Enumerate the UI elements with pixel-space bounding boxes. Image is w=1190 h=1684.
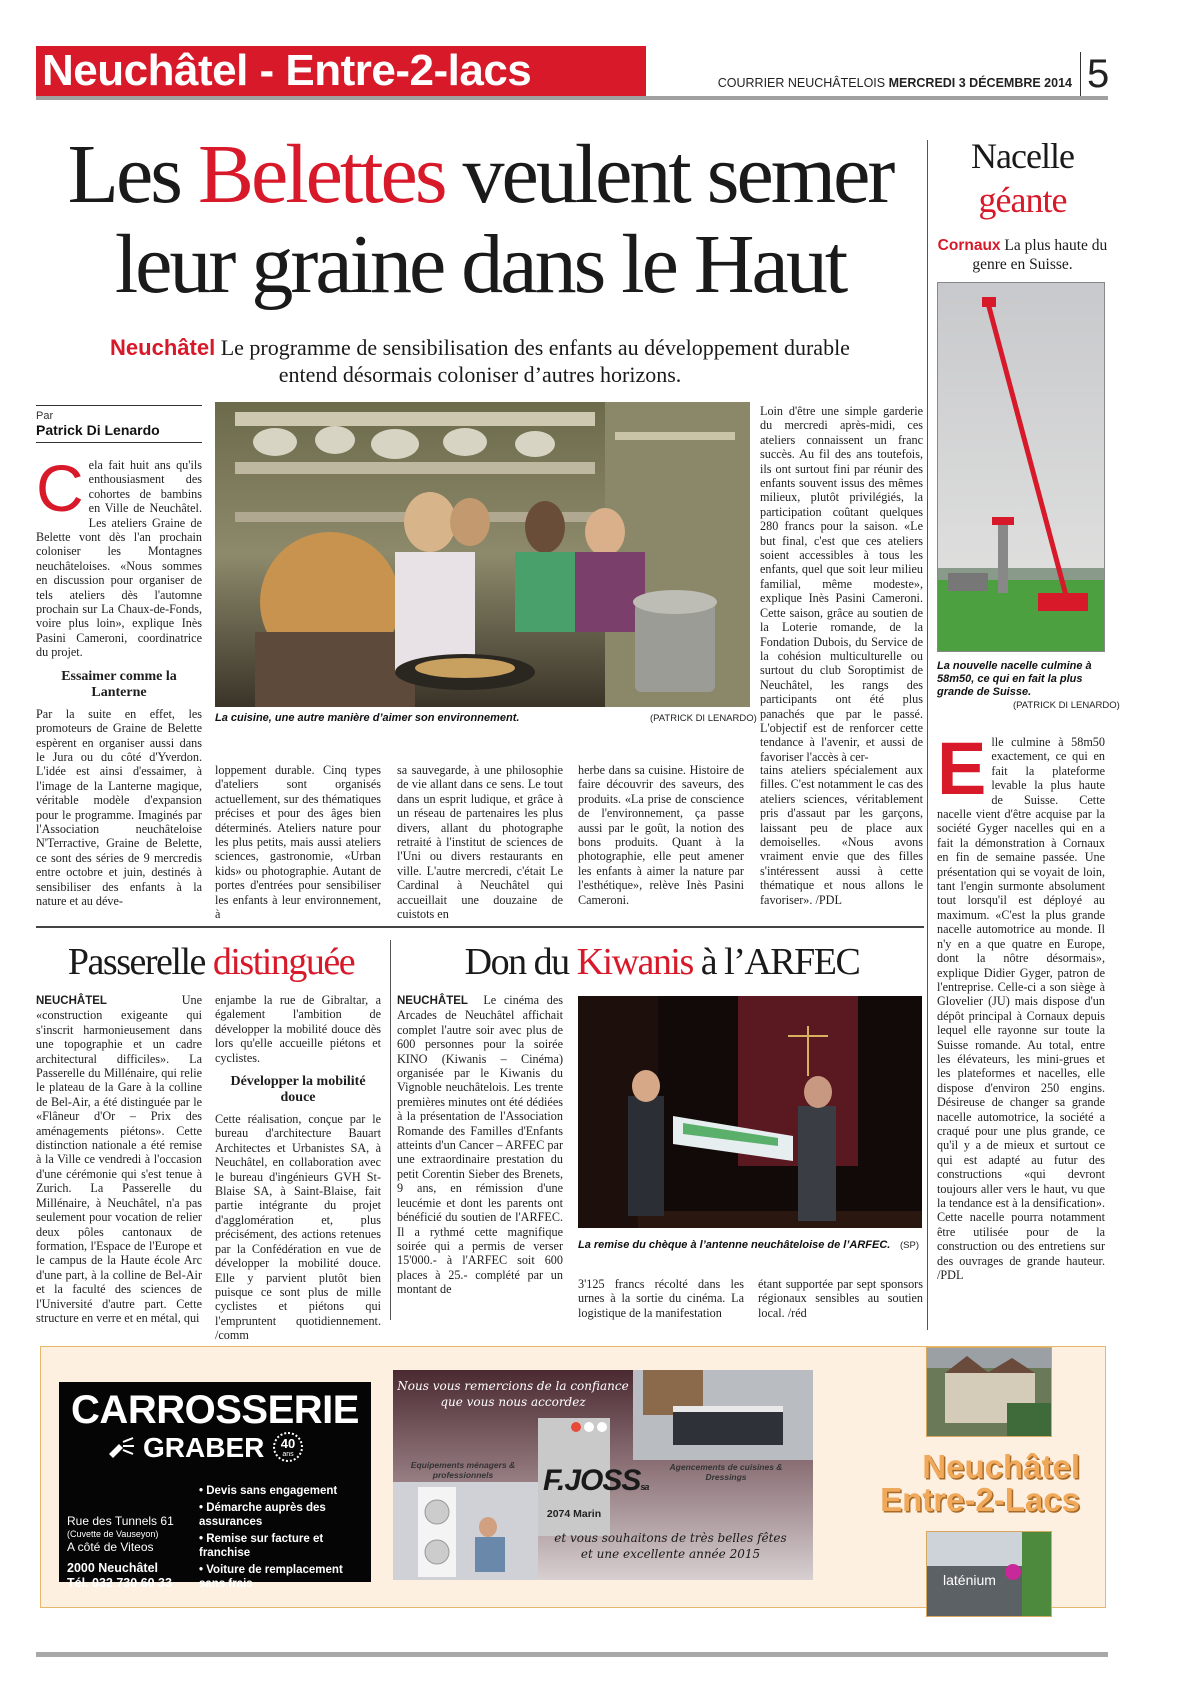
paragraph: Par la suite en effet, les promoteurs de Graine de Belette espèrent en organiser aussi dans le Jura ou du côté d'Yverdon. L'idée est ainsi d'essaimer, à l'image de la Lanterne magique, véritable modèle d'expansion pour le programme. Imaginés par l'Association neuchâteloise N'Terractive, Graine de Belette, ce sont des séries de 9 mercredis entre octobre et juin, destinés à sensibiliser des enfants à la nature et au déve- bbox=[36, 706, 202, 908]
subheading: Essaimer comme la Lanterne bbox=[61, 668, 177, 700]
brand-suffix: sa bbox=[640, 1482, 649, 1492]
standfirst bbox=[40, 334, 920, 388]
ad-thanks bbox=[393, 1378, 633, 1410]
spray-gun-icon bbox=[107, 1434, 135, 1462]
red-dot-icon bbox=[571, 1422, 581, 1432]
ad-bullet-text: Devis sans engagement bbox=[206, 1485, 338, 1497]
passerelle-headline bbox=[36, 940, 386, 984]
paragraph: Le cinéma des Arcades de Neuchâtel affichait complet l'autre soir avec plus de 600 personnes pour la soirée KINO (Kiwanis – Cinéma) organisée par le Kiwanis du Vignoble neuchâtelois. Les trente premières minutes ont été dédiées à la présentation de l'Association Romande des Familles d'Enfants atteints d'un Cancer – ARFEC par une extraordinaire prestation du petit Corentin Sieber des Brenets, 9 ans, en rémission d'une leucémie et dont les parents ont bénéficié du soutien de l'ARFEC. Il a rythmé cette magnifique soirée qui a permis de verser 15'000.- à l'ARFEC soit 600 places à 25.- complété par un montant de bbox=[397, 993, 563, 1297]
ad-bullet: • Voiture de remplacement sans frais bbox=[199, 1564, 343, 1590]
ad-bullet-text: Voiture de remplacement sans frais bbox=[199, 1564, 343, 1590]
paragraph: Une «construction exigeante qui s'inscrit harmonieusement dans une topographie et un cadre architectural difficiles». La Passerelle du Millénaire, qui relie le plateau de la Gare à la colline de Bel-Air, a été distinguée par le «Flâneur d'Or – Prix des aménagements piétons». Cette distinction nationale a été remise à la Ville ce vendredi à l'occasion d'une cérémonie qui s'est tenue à Zurich. La Passerelle du Millénaire, à Neuchâtel, n'a pas seulement pour vocation de relier deux pôles cantonaux de formation, l'Espace de l'Europe et le campus de la Haute école Arc d'une part, à la colline de Bel-Air et la faculté des sciences de l'Université d'autre part. Cette structure en verre et en métal, qui bbox=[36, 993, 202, 1325]
thanks-line: Nous vous remercions de la confiance bbox=[397, 1379, 629, 1393]
subheading: Développer la mobilité douce bbox=[230, 1074, 366, 1106]
ad-right-label: Agencements de cuisines & Dressings bbox=[669, 1462, 783, 1482]
kitchen-photo-image bbox=[215, 402, 750, 707]
byline-prefix: Par bbox=[36, 410, 54, 422]
latenium-sign: laténium bbox=[943, 1572, 996, 1588]
promo-title bbox=[830, 1450, 1080, 1516]
headline-highlight: Kiwanis bbox=[576, 941, 693, 983]
wishes-line: et vous souhaitons de très belles fêtes bbox=[554, 1531, 787, 1545]
ad-bullets bbox=[199, 1484, 367, 1591]
standfirst-line1: Le programme de sensibilisation des enfants au développement durable bbox=[220, 335, 850, 360]
passerelle-column-2 bbox=[215, 993, 381, 1343]
promo-title-line2: Entre-2-Lacs bbox=[880, 1481, 1080, 1518]
ad-wishes bbox=[533, 1530, 808, 1562]
wishes-line: et une excellente année 2015 bbox=[580, 1547, 761, 1561]
ad-bullet-text: Remise sur facture et franchise bbox=[199, 1533, 324, 1559]
masthead bbox=[718, 76, 1072, 90]
headline-text: Passerelle bbox=[67, 941, 213, 983]
latenium-photo bbox=[926, 1531, 1052, 1617]
ad-brand: GRABER bbox=[143, 1432, 265, 1463]
headline-highlight: Belettes bbox=[197, 128, 445, 221]
headline-text: veulent semer bbox=[444, 128, 893, 221]
sidebar-headline bbox=[935, 134, 1110, 222]
passerelle-column-1 bbox=[36, 993, 202, 1325]
sidebar-headline-line1: Nacelle bbox=[971, 136, 1074, 176]
article-column-3: sa sauvegarde, à une philosophie de vie allant dans ce sens. Le tout dans un esprit ludique, et grâce à un réseau de partenaires les plus divers, allant du photographe retraité à l'institut de sciences de l'Uni ou divers restaurants en ville. L'autre mercredi, c'était Le Cardinal à Neuchâtel qui accueillait une douzaine de cuistots en bbox=[397, 763, 563, 922]
author-name: Patrick Di Lenardo bbox=[36, 422, 160, 438]
cheque-photo-credit: (SP) bbox=[900, 1240, 919, 1251]
cheque-photo-image bbox=[578, 996, 922, 1228]
ad-left-label: Equipements ménagers & professionnels bbox=[410, 1460, 516, 1480]
publication-name: COURRIER NEUCHÂTELOIS bbox=[717, 76, 886, 90]
address-line: A côté de Viteos bbox=[67, 1540, 154, 1554]
anniversary-label: ans bbox=[282, 1451, 294, 1458]
ad-phone[interactable]: Tél. 032 730 60 33 bbox=[67, 1576, 172, 1590]
cheque-photo-caption: La remise du chèque à l’antenne neuchâteloise de l’ARFEC. bbox=[578, 1239, 891, 1251]
ad-address bbox=[67, 1514, 174, 1591]
kicker: Neuchâtel bbox=[110, 335, 216, 360]
kiwanis-headline bbox=[397, 940, 927, 984]
sidebar-subtitle-text: La plus haute du genre en Suisse. bbox=[972, 237, 1108, 273]
article-column-4: herbe dans sa cuisine. Histoire de faire découvrir des saveurs, des produits. «La prise de conscience de l'environnement, ça passe aussi par le goût, la notion des bons produits. Quant à la photographie, elle peut amener les enfants à aimer la nature par l'esthétique», relève Inès Pasini Cameroni. bbox=[578, 763, 744, 907]
address-line: (Cuvette de Vauseyon) bbox=[67, 1529, 159, 1539]
headline-line2: leur graine dans le Haut bbox=[114, 218, 846, 311]
page-number: 5 bbox=[1080, 52, 1109, 96]
paragraph: Cette réalisation, conçue par le bureau d'architecture Bauart Architectes et Urbanistes SA, à Neuchâtel, en collaboration avec le bureau d'ingénieurs GVH St-Blaise SA, à Saint-Blaise, fait partie intégrante du projet d'agglomération et, plus précisément, des actions retenues par la Confédération en vue de développer la mobilité douce. Elle y parvient plutôt bien puisque ce sont plus de mille cyclistes et piétons qui l'empruntent quotidiennement. /comm bbox=[215, 1112, 381, 1343]
section-divider bbox=[36, 926, 924, 928]
main-headline bbox=[40, 130, 920, 310]
lead-kicker: NEUCHÂTEL bbox=[397, 995, 468, 1007]
kitchen-image bbox=[633, 1370, 813, 1460]
carrosserie-graber-ad[interactable] bbox=[59, 1382, 371, 1590]
footer-rule bbox=[36, 1652, 1108, 1657]
photo-credit: (PATRICK DI LENARDO) bbox=[650, 713, 757, 724]
thanks-line: que vous nous accordez bbox=[440, 1395, 586, 1409]
headline-highlight: distinguée bbox=[212, 941, 355, 983]
ad-bullet: • Démarche auprès des assurances bbox=[199, 1502, 326, 1528]
header-rule bbox=[36, 96, 1108, 100]
fjoss-logo bbox=[543, 1465, 648, 1503]
cheque-photo bbox=[578, 996, 922, 1228]
column-divider bbox=[390, 940, 391, 1320]
castle-photo bbox=[926, 1347, 1052, 1437]
article-column-1 bbox=[36, 451, 202, 908]
sidebar-photo-caption: La nouvelle nacelle culmine à 58m50, ce qui en fait la plus grande de Suisse. bbox=[937, 660, 1092, 698]
sidebar-kicker: Cornaux bbox=[937, 237, 1001, 254]
white-dot-icon bbox=[597, 1422, 607, 1432]
article-column-5-bottom: tains ateliers spécialement aux filles. C'est notamment le cas des ateliers sciences, véritablement pris d'assaut par les garçons, laissant peu de place aux demoiselles. «Nous avons vraiment envie que des filles s'intéressent aussi à cette thématique et nous allons le favoriser». /PDL bbox=[760, 763, 923, 907]
sidebar-photo-credit: (PATRICK DI LENARDO) bbox=[1013, 700, 1120, 711]
sidebar-subtitle bbox=[935, 236, 1110, 274]
nacelle-photo-image bbox=[938, 283, 1105, 652]
laundry-image bbox=[393, 1482, 538, 1580]
article-column-5: Loin d'être une simple garderie du mercredi après-midi, ces ateliers connaissent un franc succès. Au fil des ans toutefois, ils ont surtout fini par réunir des enfants souvent issus des mêmes milieux, plutôt privilégiés, la participation coûtant quelques 280 francs pour la saison. «Le but final, c'est que ces ateliers soient accessibles à tous les enfants, quel que soit leur milieu familial, même modeste», explique Inès Pasini Cameroni. Cette saison, grâce au soutien de la Loterie romande, de la Fondation Dubois, du Service de la cohésion multiculturelle ou surtout du club Soroptimist de Neuchâtel, les rangs des participants ont été plus panachés que par le passé. L'objectif est de renforcer cette tendance à l'avenir, et aussi de favoriser l'accès à cer- bbox=[760, 404, 923, 764]
sidebar-headline-line2: géante bbox=[978, 180, 1067, 220]
standfirst-line2: entend désormais coloniser d’autres horizons. bbox=[278, 362, 682, 387]
ad-bullet-text: Démarche auprès des assurances bbox=[199, 1502, 326, 1528]
ad-location: 2074 Marin bbox=[546, 1508, 602, 1520]
headline-text: à l’ARFEC bbox=[692, 941, 860, 983]
kiwanis-column-1 bbox=[397, 993, 563, 1297]
white-dot-icon bbox=[584, 1422, 594, 1432]
ad-title: CARROSSERIE bbox=[71, 1388, 359, 1432]
lead-kicker: NEUCHÂTEL bbox=[36, 995, 107, 1007]
headline-text: Don du bbox=[464, 941, 577, 983]
fjoss-ad[interactable] bbox=[393, 1370, 813, 1580]
anniversary-number: 40 bbox=[280, 1436, 296, 1451]
promo-title-line1: Neuchâtel bbox=[922, 1448, 1080, 1485]
ad-bullet: • Devis sans engagement bbox=[199, 1485, 338, 1497]
brand-name: F.JOSS bbox=[543, 1464, 641, 1497]
publication-date: MERCREDI 3 DÉCEMBRE 2014 bbox=[888, 76, 1072, 90]
anniversary-badge bbox=[273, 1432, 303, 1462]
kiwanis-column-3: étant supportée par sept sponsors régionaux sensibles au soutien local. /réd bbox=[758, 1277, 923, 1320]
ad-bullet: • Remise sur facture et franchise bbox=[199, 1533, 324, 1559]
article-column-2: loppement durable. Cinq types d'ateliers sont organisés actuellement, sur des thématiques précises et pour des âges bien déterminés. Ateliers nature pour les plus petits, mais aussi ateliers sciences, gastronomie, «Urban kids» ou photographie. Autant de portes d'entrées pour sensibiliser les enfants à leur environnement, à bbox=[215, 763, 381, 922]
paragraph: ela fait huit ans qu'ils enthousiasment des cohortes de bambins en Ville de Neuchâtel. Les ateliers Graine de Belette vont dès l'an prochain coloniser les Montagnes neuchâteloises. «Nous sommes en discussion pour organiser de tels ateliers dès l'automne prochain sur La Chaux-de-Fonds, voire plus loin», explique Inès Pasini Cameroni, coordinatrice du projet. bbox=[36, 458, 202, 660]
nacelle-photo bbox=[937, 282, 1105, 652]
drop-cap: C bbox=[36, 451, 84, 525]
paragraph: enjambe la rue de Gibraltar, a également l'ambition de développer la mobilité douce dès lors qu'elle accueille piétons et cyclistes. bbox=[215, 993, 381, 1065]
ad-city: 2000 Neuchâtel bbox=[67, 1561, 159, 1575]
paragraph: lle culmine à 58m50 exactement, ce qui en fait la plateforme levable la plus haute de Suisse. Cette nacelle vient d'être acquise par la société Gyger nacelles qui en a fait la démonstration à Cornaux en fin de semaine passée. Une présentation qui se voyait de loin, tant l'engin surmonte absolument tout lorsqu'il est déployé au maximum. «C'est la plus grande nacelle automotrice au monde. Il n'y en a que quatre en Europe, dont la nôtre désormais», explique Didier Gyger, patron de l'entreprise. Celle-ci a son siège à Glovelier (JU) mais dispose d'un dépôt principal à Cornaux depuis lequel elle rayonne sur toute la Suisse romande. Au total, entre les élévateurs, les mini-grues et les plateformes et nacelles, elle dispose d'environ 250 engins. Désireuse de changer sa grande nacelle automotrice, la société a craqué pour une plus grande, ce qu'il y a de mieux et surtout ce qui est adapté au futur des constructions «qui devront toujours aller vers le haut, vu que la tendance est à la densification». Cette nacelle pourra notamment être utilisée pour de la construction ou des entretiens sur des ouvrages de grande hauteur. /PDL bbox=[937, 735, 1105, 1283]
kids-cooking-photo bbox=[215, 402, 750, 707]
section-title: Neuchâtel - Entre-2-lacs bbox=[36, 46, 646, 96]
headline-text: Les bbox=[67, 128, 198, 221]
kiwanis-column-2: 3'125 francs récolté dans les urnes à la sortie du cinéma. La logistique de la manifestation bbox=[578, 1277, 744, 1320]
byline bbox=[36, 405, 202, 443]
address-line: Rue des Tunnels 61 bbox=[67, 1514, 174, 1528]
photo-caption: La cuisine, une autre manière d’aimer son environnement. bbox=[215, 712, 520, 724]
sidebar-body bbox=[937, 727, 1105, 1283]
drop-cap: E bbox=[937, 727, 987, 810]
sidebar-divider bbox=[927, 140, 928, 1330]
